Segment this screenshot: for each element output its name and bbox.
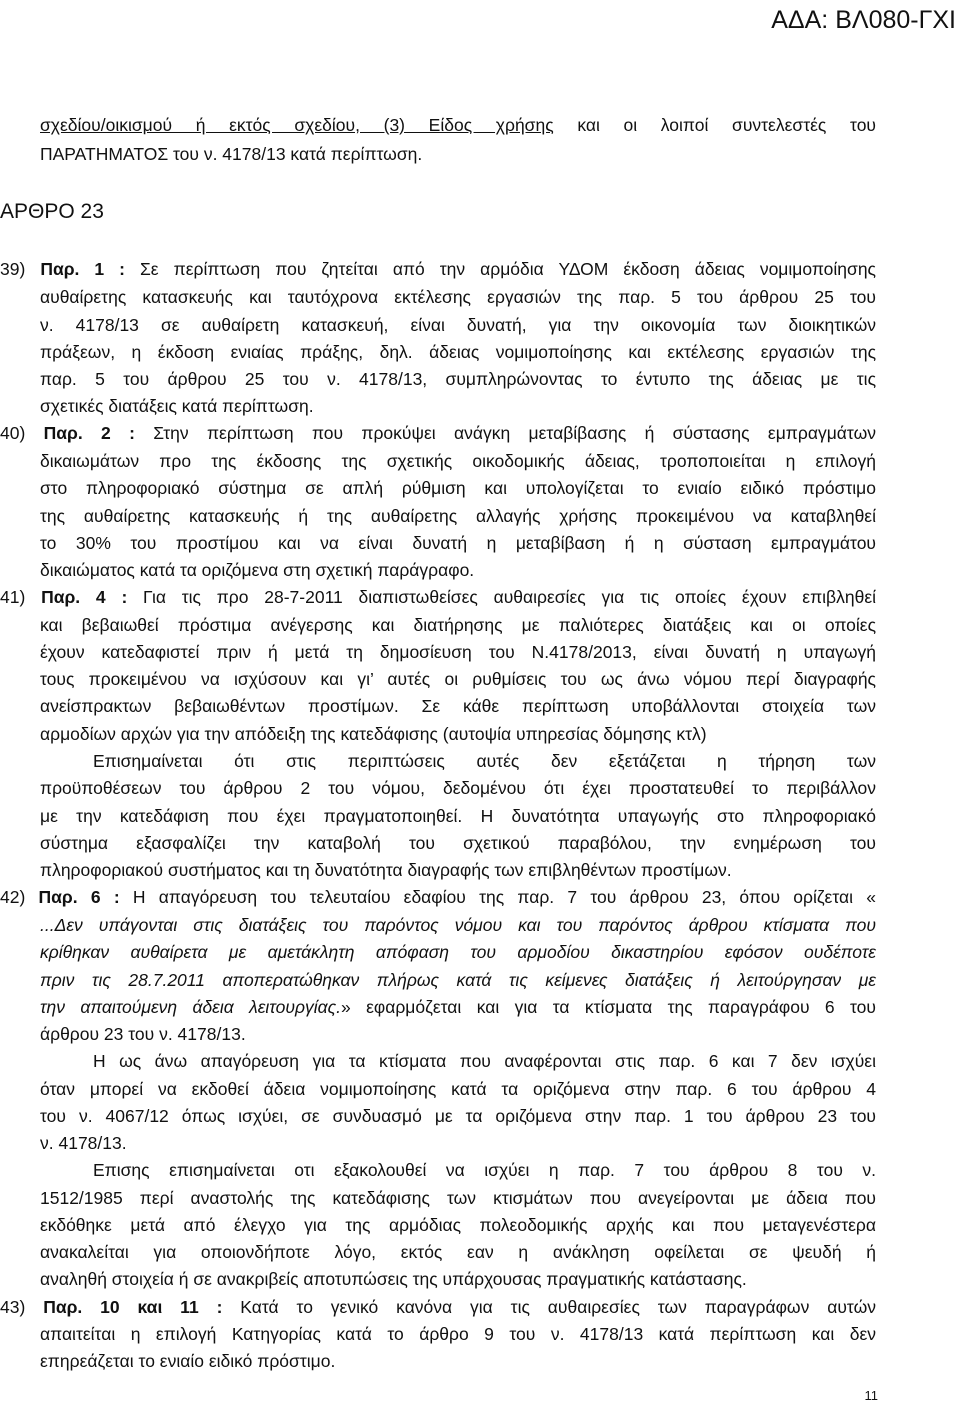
item-42-line-6: άρθρου 23 του ν. 4178/13. <box>40 1024 246 1044</box>
item-42-line-15: αναληθή στοιχεία ή σε ανακριβείς αποτυπώσεις της υπάρχουσας πραγματικής κατάστασης. <box>40 1269 747 1289</box>
item-40-line-2: δικαιωμάτων προ της έκδοσης της σχετικής οικοδομικής άδειας, τροποποιείται η επιλογή <box>40 451 876 471</box>
item-41-line-2: και βεβαιωθεί πρόστιμα ανέγερσης και διατήρησης με παλιότερες διατάξεις και οι οποίες <box>40 615 876 635</box>
item-41-line-5: ανείσπρακτων βεβαιωθέντων προστίμων. Σε κάθε περίπτωση υποβάλλονται στοιχεία των <box>40 696 876 716</box>
item-41-line-11: πληροφοριακού συστήματος και τη δυνατότητα διαγραφής των επιβληθέντων προστίμων. <box>40 860 732 880</box>
intro-line-2: ΠΑΡΑΤΗΜΑΤΟΣ του ν. 4178/13 κατά περίπτωση. <box>40 144 423 164</box>
item-41-line-7: Επισημαίνεται ότι στις περιπτώσεις αυτές δεν εξετάζεται η τήρηση των <box>93 751 876 771</box>
item-39-label: Παρ. 1 : <box>40 259 125 279</box>
item-40-line-4: της αυθαίρετης κατασκευής ή της αυθαίρετης αλλαγής χρήσης προκειμένου να καταβληθεί <box>40 506 876 526</box>
item-42-line-1 <box>0 884 876 910</box>
item-43-label: Παρ. 10 και 11 : <box>43 1297 223 1317</box>
item-43-line-3: επηρεάζεται το ενιαίο ειδικό πρόστιμο. <box>40 1351 336 1371</box>
item-41-line-6: αρμοδίων αρχών για την απόδειξη της κατεδάφισης (αυτοψία υπηρεσίας δόμησης κτλ) <box>40 724 707 744</box>
document-code-header: ΑΔΑ: ΒΛ080-ΓΧΙ <box>771 6 956 34</box>
item-39-line-1 <box>0 256 876 282</box>
item-41-line-8: προϋποθέσεων του άρθρου 2 του νόμου, δεδομένου ότι έχει προστατευθεί το περιβάλλον <box>40 778 876 798</box>
item-42-line-8: όταν μπορεί να εκδοθεί άδεια νομιμοποίησης κατά τα οριζόμενα στην παρ. 6 του άρθρου 4 <box>40 1079 876 1099</box>
item-40-number: 40) <box>0 423 26 443</box>
item-42-number: 42) <box>0 887 26 907</box>
item-41-line-10: σύστημα εξασφαλίζει την καταβολή του σχετικού παραβόλου, την ενημέρωση του <box>40 833 876 853</box>
item-39-line-3: ν. 4178/13 σε αυθαίρετη κατασκευή, είναι δυνατή, για την οικονομία των διοικητικών <box>40 315 876 335</box>
page-number: 11 <box>864 1388 878 1403</box>
item-42-line-9: του ν. 4067/12 όπως ισχύει, σε συνδυασμό με τα οριζόμενα στην παρ. 1 του άρθρου 23 του <box>40 1106 876 1126</box>
item-41-text: Για τις προ 28-7-2011 διαπιστωθείσες αυθαιρεσίες για τις οποίες έχουν επιβληθεί <box>127 587 877 607</box>
item-43-text: Κατά το γενικό κανόνα για τις αυθαιρεσίες των παραγράφων αυτών <box>222 1297 876 1317</box>
item-40-label: Παρ. 2 : <box>43 423 135 443</box>
article-heading: ΑΡΘΡΟ 23 <box>0 200 104 223</box>
item-41-label: Παρ. 4 : <box>41 587 128 607</box>
item-40-line-5: το 30% του προστίμου και να είναι δυνατή η μεταβίβαση ή η σύσταση εμπραγμάτου <box>40 533 876 553</box>
item-41-line-3: έχουν κατεδαφιστεί πριν ή μετά τη δημοσίευση του Ν.4178/2013, είναι δυνατή η υπαγωγή <box>40 642 876 662</box>
item-39-line-4: πράξεων, η έκδοση ενιαίας πράξης, δηλ. άδειας νομιμοποίησης και εκτέλεσης εργασιών της <box>40 342 876 362</box>
intro-line-1 <box>40 112 876 138</box>
item-42-line-13: εκδόθηκε μετά από έλεγχο για της αρμόδιας πολεοδομικής αρχής και που μεταγενέστερα <box>40 1215 876 1235</box>
item-41-number: 41) <box>0 587 26 607</box>
item-42-line-14: ανακαλείται για οποιονδήποτε λόγο, εκτός εαν η ανάκληση οφείλεται σε ψευδή ή <box>40 1242 876 1262</box>
item-41-line-4: τους προκειμένου να ισχύσουν και γι’ αυτές οι ρυθμίσεις του ως άνω νόμου περί διαγραφής <box>40 669 876 689</box>
item-41-line-1 <box>0 584 876 610</box>
item-40-line-3: στο πληροφοριακό σύστημα σε απλή ρύθμιση και υπολογίζεται το ενιαίο ειδικό πρόστιμο <box>40 478 876 498</box>
item-39-line-2: αυθαίρετης κατασκευής και ταυτόχρονα εκτέλεσης εργασιών της παρ. 5 του άρθρου 25 του <box>40 287 876 307</box>
item-39-line-5: παρ. 5 του άρθρου 25 του ν. 4178/13, συμπληρώνοντας το έντυπο της άδειας με τις <box>40 369 876 389</box>
item-42-line-5 <box>40 994 876 1020</box>
item-41-line-9: με την κατεδάφιση που έχει πραγματοποιηθεί. Η δυνατότητα υπαγωγής στο πληροφοριακό <box>40 806 876 826</box>
item-43-line-1 <box>0 1294 876 1320</box>
item-39-number: 39) <box>0 259 26 279</box>
item-39-text: Σε περίπτωση που ζητείται από την αρμόδια ΥΔΟΜ έκδοση άδειας νομιμοποίησης <box>124 259 876 279</box>
item-43-line-2: απαιτείται η επιλογή Κατηγορίας κατά το άρθρο 9 του ν. 4178/13 κατά περίπτωση και δεν <box>40 1324 876 1344</box>
item-39-line-6: σχετικές διατάξεις κατά περίπτωση. <box>40 396 314 416</box>
item-40-line-6: δικαιώματος κατά τα οριζόμενα στη σχετική παράγραφο. <box>40 560 475 580</box>
item-43-number: 43) <box>0 1297 26 1317</box>
item-42-line-11: Επισης επισημαίνεται οτι εξακολουθεί να ισχύει η παρ. 7 του άρθρου 8 του ν. <box>93 1160 876 1180</box>
item-42-quote-end: την απαιτούμενη άδεια λειτουργίας. <box>40 997 341 1017</box>
item-42-line-2: ...Δεν υπάγονται στις διατάξεις του παρόντος νόμου και του παρόντος άρθρου κτίσματα που <box>40 915 876 935</box>
item-42-text: » εφαρμόζεται και για τα κτίσματα της παραγράφου 6 του <box>340 997 876 1017</box>
item-42-text: Η απαγόρευση του τελευταίου εδαφίου της παρ. 7 του άρθρου 23, όπου ορίζεται « <box>119 887 876 907</box>
item-42-line-10: ν. 4178/13. <box>40 1133 127 1153</box>
item-42-line-12: 1512/1985 περί αναστολής της κατεδάφισης των κτισμάτων που ανεγείρονται με άδεια που <box>40 1188 876 1208</box>
item-40-text: Στην περίπτωση που προκύψει ανάγκη μεταβίβασης ή σύστασης εμπραγμάτων <box>134 423 876 443</box>
item-42-line-3: κρίθηκαν αυθαίρετα με αμετάκλητη απόφαση του αρμοδίου δικαστηρίου εφόσον ουδέποτε <box>40 942 876 962</box>
item-42-line-7: Η ως άνω απαγόρευση για τα κτίσματα που αναφέρονται στις παρ. 6 και 7 δεν ισχύει <box>93 1051 876 1071</box>
item-42-label: Παρ. 6 : <box>38 887 120 907</box>
item-40-line-1 <box>0 420 876 446</box>
item-42-line-4: πριν τις 28.7.2011 αποπερατώθηκαν πλήρως κατά τις κείμενες διατάξεις ή λειτούργησαν με <box>40 970 876 990</box>
intro-underlined-text: σχεδίου/οικισμού ή εκτός σχεδίου, (3) Είδος χρήσης <box>40 115 554 135</box>
intro-text: και οι λοιποί συντελεστές του <box>553 115 876 135</box>
